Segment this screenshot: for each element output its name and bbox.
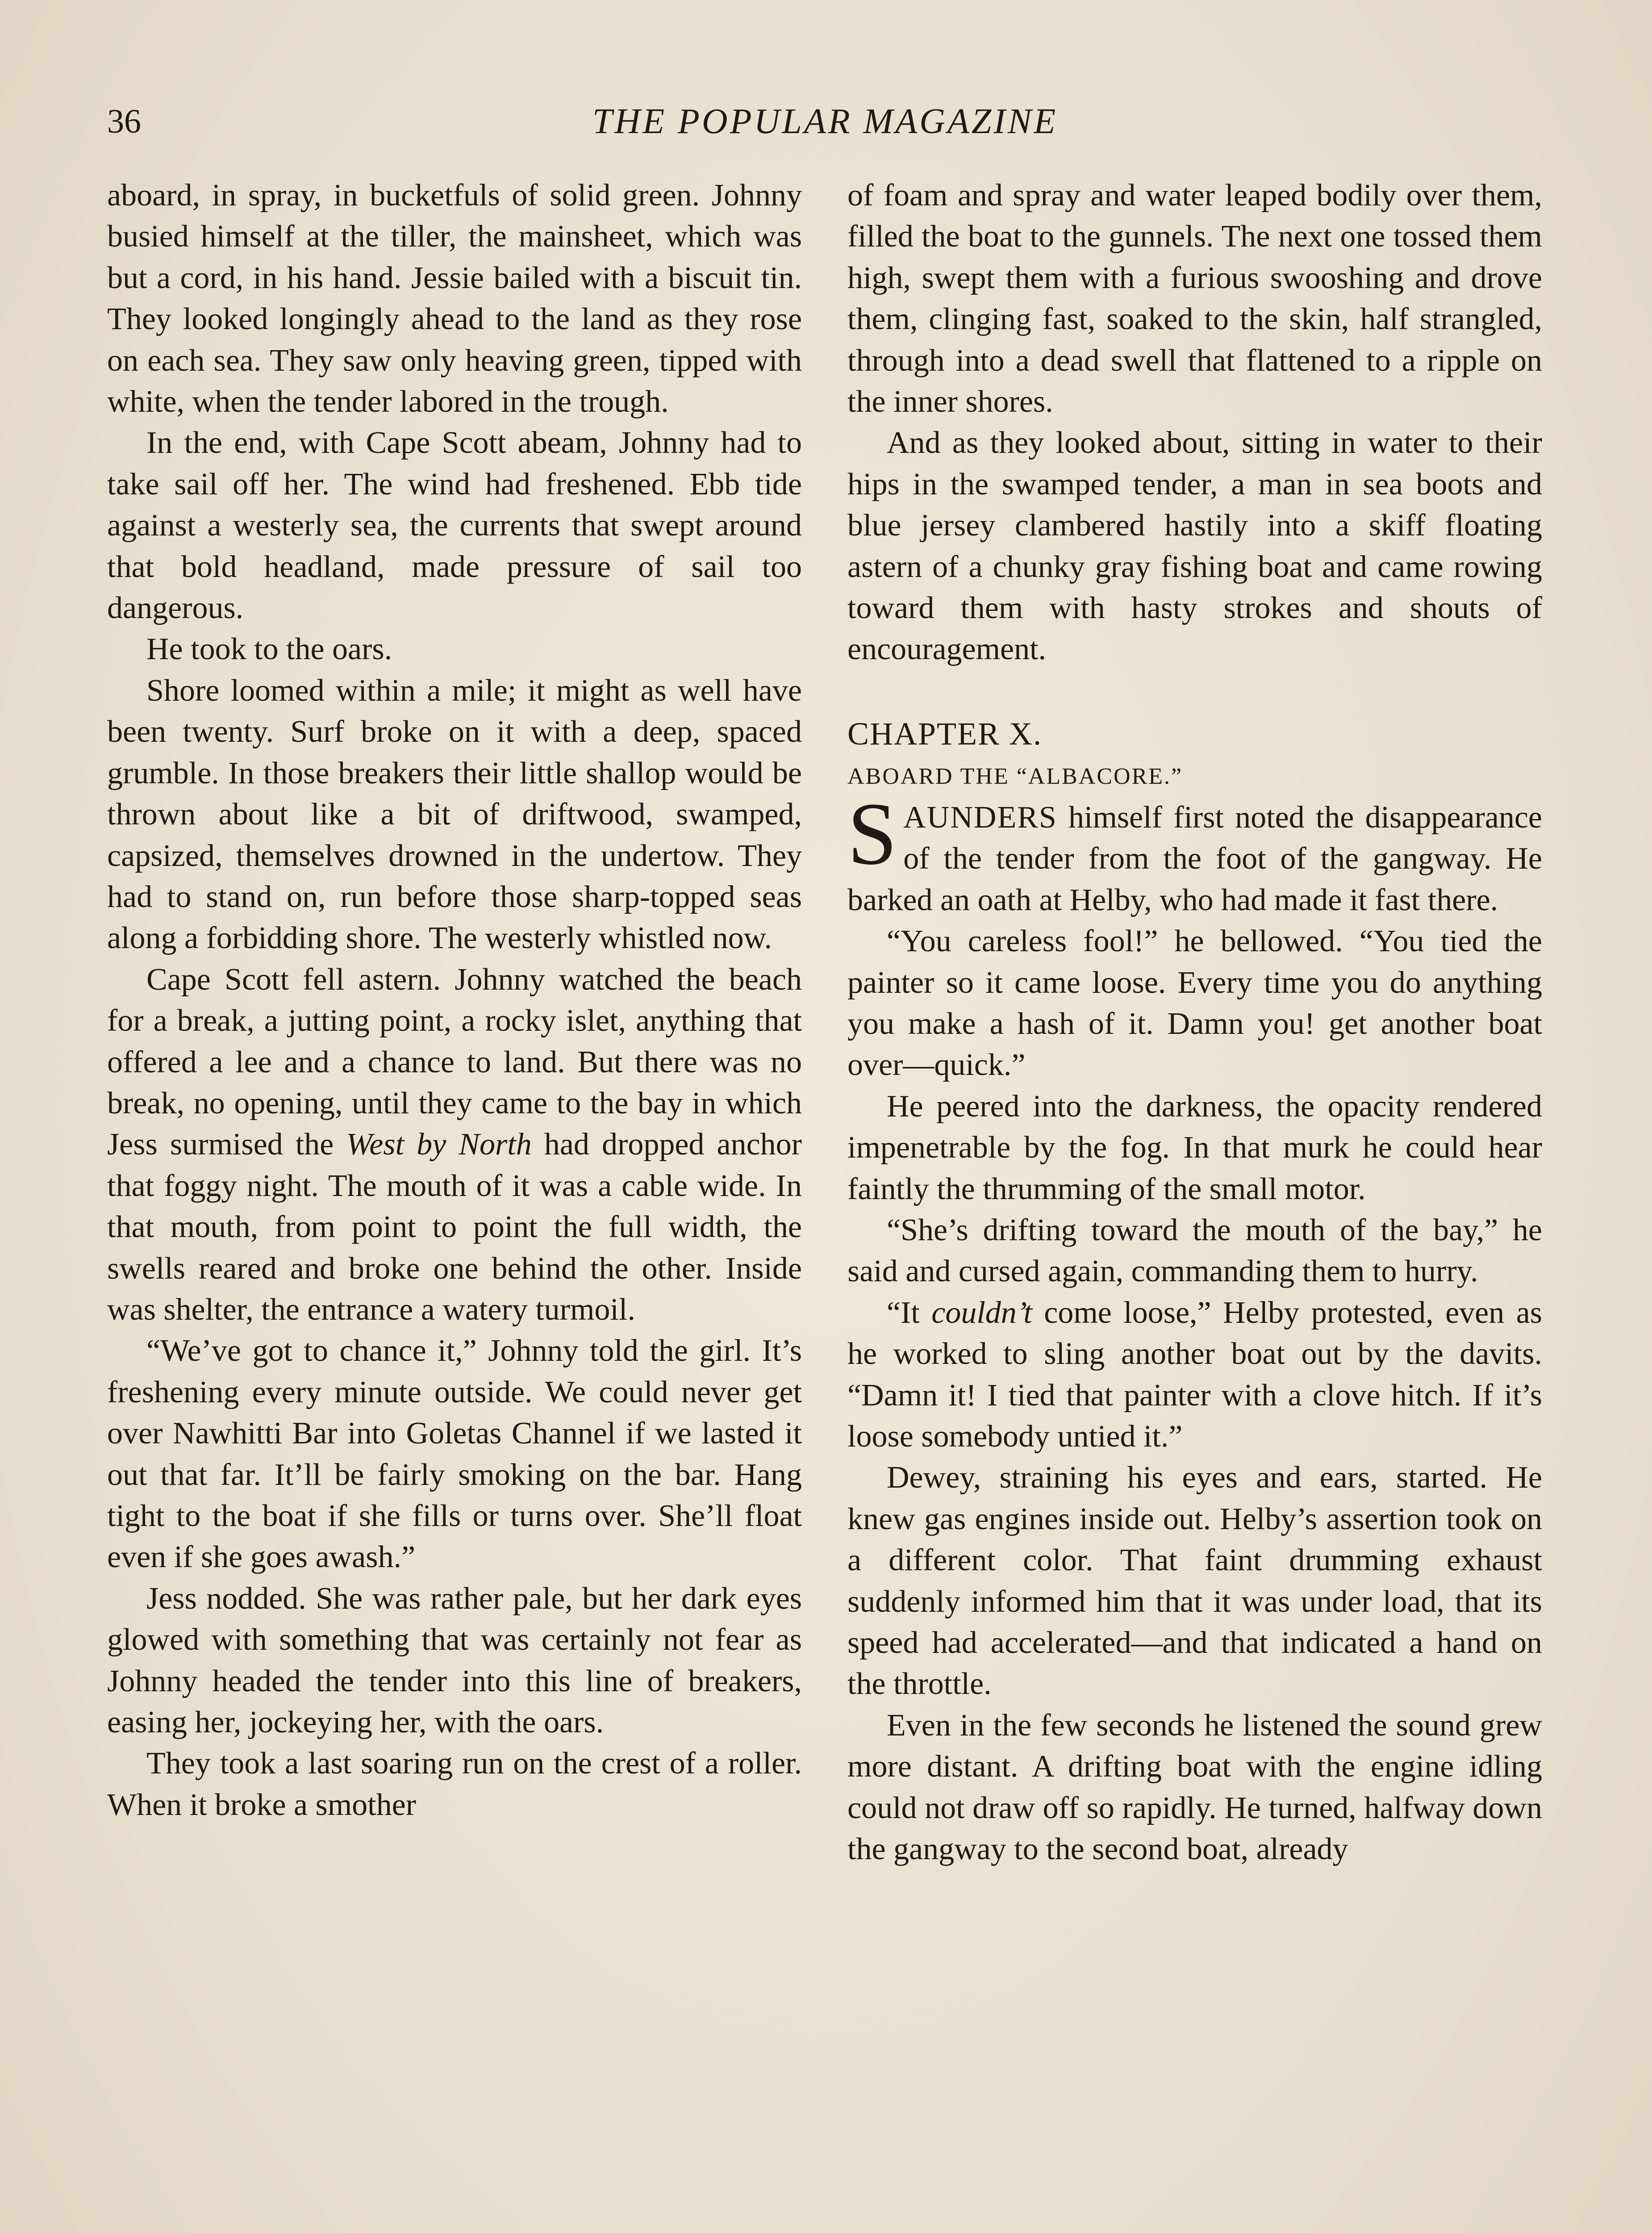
right-column: [847, 175, 1542, 1870]
paragraph: Jess nodded. She was rather pale, but her dark eyes glowed with something that was certainly not fear as Johnny headed the tender into this line of breakers, easing her, jockeying her, with the oars.: [107, 1581, 802, 1740]
paragraph-text: himself first noted the disappearance of the tender from the foot of the gangway. He barked an oath at Helby, who had made it fast there.: [847, 800, 1542, 917]
chapter-first-paragraph: [847, 784, 1542, 921]
paragraph-text: come loose,” Helby protested, even as he worked to sling another boat out by the davits. “Damn it! I tied that painter with a clove hitch. If it’s loose somebody untied it.”: [847, 1295, 1542, 1454]
paragraph: “You careless fool!” he bellowed. “You tied the painter so it came loose. Every time you do anything you make a hash of it. Damn you! get another boat over—quick.”: [847, 924, 1542, 1083]
paragraph: In the end, with Cape Scott abeam, Johnny had to take sail off her. The wind had freshened. Ebb tide against a westerly sea, the currents that swept around that bold headland, made pressure of sail too dangerous.: [107, 426, 802, 626]
ship-name-italic: West by North: [346, 1127, 532, 1162]
paragraph-text: had dropped anchor that foggy night. The mouth of it was a cable wide. In that mouth, from point to point the full width, the swells reared and broke one behind the other. Inside was shelter, the entrance a watery turmoil.: [107, 1127, 802, 1327]
paragraph: Dewey, straining his eyes and ears, started. He knew gas engines inside out. Helby’s assertion took on a different color. That faint drumming exhaust suddenly informed him that it was under load, that its speed had accelerated—and that indicated a hand on the throttle.: [847, 1460, 1542, 1702]
paragraph: [847, 1292, 1542, 1458]
page-number: 36: [107, 103, 141, 140]
paragraph: They took a last soaring run on the crest of a roller. When it broke a smother: [107, 1746, 802, 1822]
paragraph: aboard, in spray, in bucketfuls of solid green. Johnny busied himself at the tiller, the mainsheet, which was but a cord, in his hand. Jessie bailed with a biscuit tin. They looked longingly ahead to the land as they rose on each sea. They saw only heaving green, tipped with white, when the tender labored in the trough.: [107, 178, 802, 419]
chapter-subtitle: ABOARD THE “ALBACORE.”: [847, 763, 1183, 789]
paragraph: “We’ve got to chance it,” Johnny told the girl. It’s freshening every minute outside. We could never get over Nawhitti Bar into Goletas Channel if we lasted it out that far. It’ll be fairly smoking on the bar. Hang tight to the boat if she fills or turns over. She’ll float even if she goes awash.”: [107, 1334, 802, 1575]
chapter-heading: CHAPTER X.: [847, 715, 1043, 752]
paragraph: Even in the few seconds he listened the sound grew more distant. A drifting boat with the engine idling could not draw off so rapidly. He turned, halfway down the gangway to the second boat, already: [847, 1708, 1542, 1867]
chapter-block: [847, 711, 1542, 921]
page-header: [107, 99, 1543, 148]
paragraph: And as they looked about, sitting in water to their hips in the swamped tender, a man in sea boots and blue jersey clambered hastily into a skiff floating astern of a chunky gray fishing boat and came rowing toward them with hasty strokes and shouts of encouragement.: [847, 426, 1542, 667]
emphasis-italic: couldn’t: [931, 1295, 1032, 1330]
paragraph: of foam and spray and water leaped bodily over them, filled the boat to the gunnels. The next one tossed them high, swept them with a furious swooshing and drove them, clinging fast, soaked to the skin, half strangled, through into a dead swell that flattened to a ripple on the inner shores.: [847, 178, 1542, 419]
paragraph: Shore loomed within a mile; it might as well have been twenty. Surf broke on it with a deep, spaced grumble. In those breakers their little shallop would be thrown about like a bit of driftwood, swamped, capsized, themselves drowned in the undertow. They had to stand on, run before those sharp-topped seas along a forbidding shore. The westerly whistled now.: [107, 673, 802, 956]
left-column: [107, 175, 802, 1826]
drop-cap: S: [847, 784, 897, 883]
paragraph: [107, 959, 802, 1331]
paragraph: “She’s drifting toward the mouth of the bay,” he said and cursed again, commanding them to hurry.: [847, 1213, 1542, 1289]
running-title: THE POPULAR MAGAZINE: [592, 102, 1058, 141]
lead-caps: AUNDERS: [903, 800, 1057, 835]
paragraph: He peered into the darkness, the opacity rendered impenetrable by the fog. In that murk he could hear faintly the thrumming of the small motor.: [847, 1089, 1542, 1206]
paragraph: He took to the oars.: [146, 632, 392, 667]
paragraph-text: “It: [887, 1295, 932, 1330]
paragraph-text: Cape Scott fell astern. Johnny watched the beach for a break, a jutting point, a rocky islet, anything that offered a lee and a chance to land. But there was no break, no opening, until they came to the bay in which Jess surmised the: [107, 962, 802, 1162]
